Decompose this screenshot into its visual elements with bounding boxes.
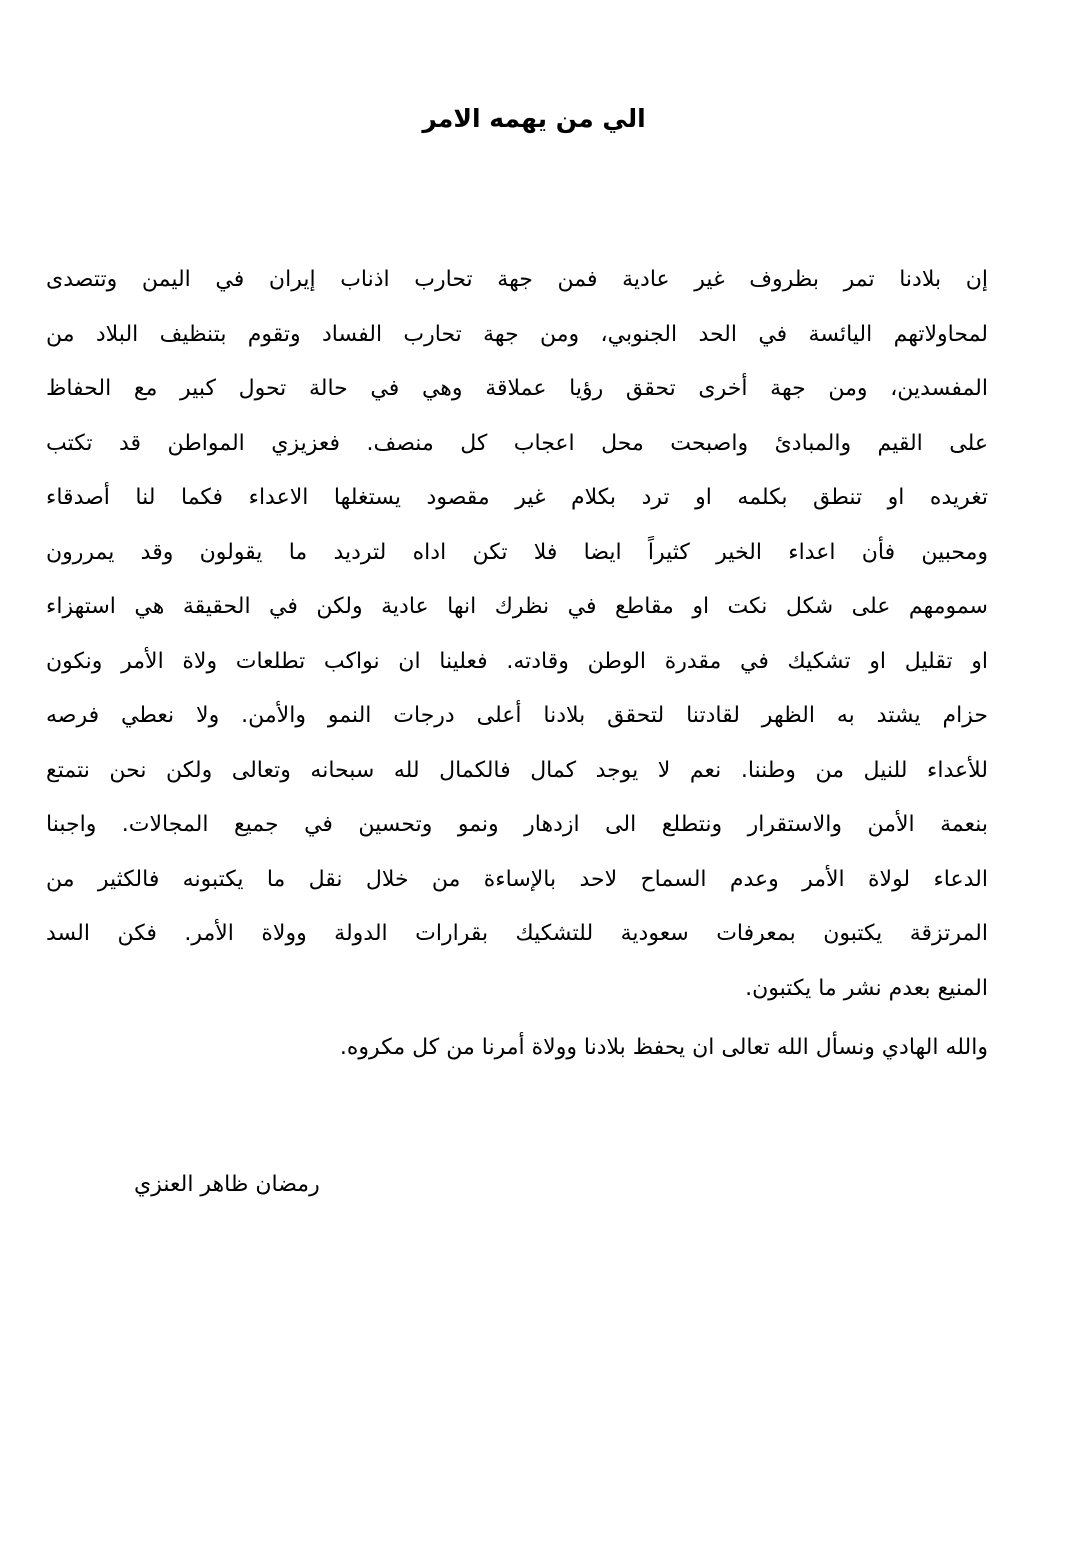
signature: رمضان ظاهر العنزي bbox=[134, 1172, 320, 1197]
body-line-5: تغريده او تنطق بكلمه او ترد بكلام غير مقصود يستغلها الاعداء فكما لنا أصدقاء bbox=[46, 485, 988, 510]
body-line-7: سمومهم على شكل نكت او مقاطع في نظرك انها عادية ولكن في الحقيقة هي استهزاء bbox=[46, 594, 988, 619]
body-line-4: على القيم والمبادئ واصبحت محل اعجاب كل منصف. فعزيزي المواطن قد تكتب bbox=[46, 430, 988, 456]
letter-body bbox=[46, 253, 988, 1016]
body-line-8: او تقليل او تشكيك في مقدرة الوطن وقادته. فعلينا ان نواكب تطلعات ولاة الأمر ونكون bbox=[46, 648, 988, 674]
body-line-1: إن بلادنا تمر بظروف غير عادية فمن جهة تحارب اذناب إيران في اليمن وتتصدى bbox=[46, 267, 988, 292]
body-line-10: للأعداء للنيل من وطننا. نعم لا يوجد كمال فالكمال لله سبحانه وتعالى ولكن نحن نتمتع bbox=[46, 757, 988, 783]
letter-title: الي من يهمه الامر bbox=[422, 104, 646, 133]
body-line-12: الدعاء لولاة الأمر وعدم السماح لاحد بالإساءة من خلال نقل ما يكتبونه فالكثير من bbox=[46, 866, 988, 892]
body-line-3: المفسدين، ومن جهة أخرى تحقق رؤيا عملاقة وهي في حالة تحول كبير مع الحفاظ bbox=[46, 376, 988, 401]
body-line-14: المنيع بعدم نشر ما يكتبون. bbox=[745, 975, 988, 1001]
body-line-2: لمحاولاتهم اليائسة في الحد الجنوبي، ومن جهة تحارب الفساد وتقوم بتنظيف البلاد من bbox=[46, 321, 988, 347]
body-line-9: حزام يشتد به الظهر لقادتنا لتحقق بلادنا أعلى درجات النمو والأمن. ولا نعطي فرصه bbox=[46, 703, 988, 728]
body-line-13: المرتزقة يكتبون بمعرفات سعودية للتشكيك بقرارات الدولة وولاة الأمر. فكن السد bbox=[46, 921, 988, 946]
body-line-11: بنعمة الأمن والاستقرار ونتطلع الى ازدهار ونمو وتحسين في جميع المجالات. واجبنا bbox=[46, 812, 988, 837]
closing-prayer: والله الهادي ونسأل الله تعالى ان يحفظ بلادنا وولاة أمرنا من كل مكروه. bbox=[339, 1035, 988, 1060]
body-line-6: ومحبين فأن اعداء الخير كثيراً ايضا فلا تكن اداه لترديد ما يقولون وقد يمررون bbox=[46, 539, 988, 565]
